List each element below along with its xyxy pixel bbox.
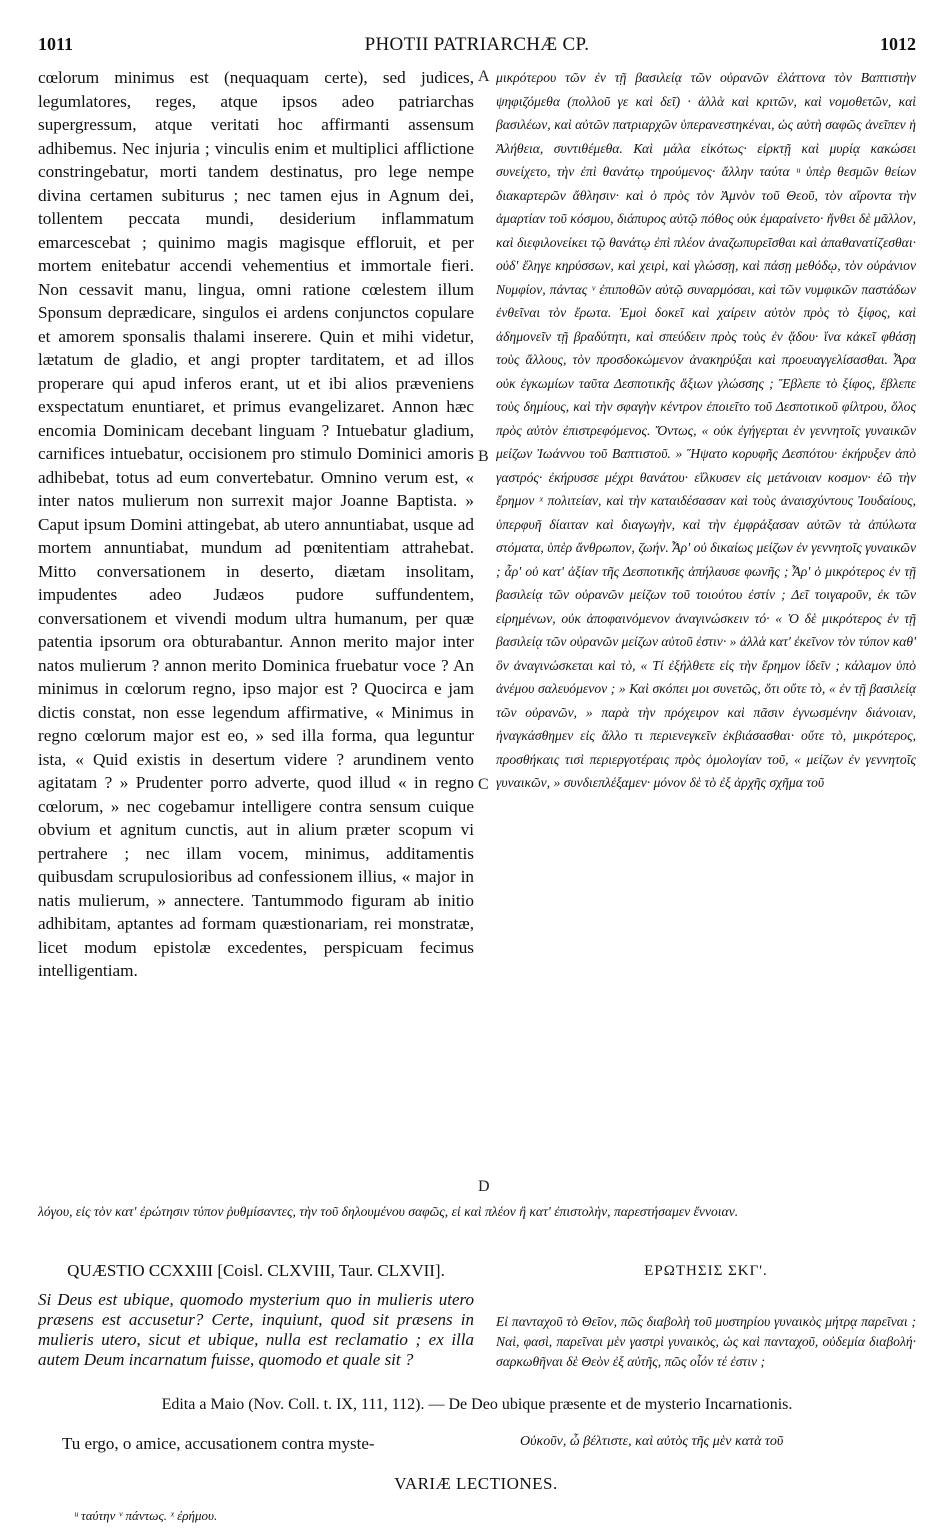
greek-column	[496, 66, 916, 795]
page-number-right: 1012	[880, 34, 916, 54]
running-title: PHOTII PATRIARCHÆ CP.	[364, 34, 590, 55]
question-greek	[496, 1260, 916, 1372]
greek-spill-line	[38, 1200, 916, 1224]
variae-lectiones-heading: VARIÆ LECTIONES.	[394, 1474, 558, 1493]
margin-letter-c: C	[478, 776, 489, 793]
greek-text: μικρότερου τῶν ἐν τῇ βασιλείᾳ τῶν οὐρανῶν ἐλάττονα τὸν Βαπτιστὴν ψηφιζόμεθα (πολλοῦ γε καὶ δεῖ) · ἀλλὰ καὶ κριτῶν, καὶ νομοθετῶν, καὶ βασιλέων, καὶ αὐτῶν πατριαρχῶν ὑπερανεστηκέναι, ὡς αὐτὴ σαφῶς ἀνεῖπεν ἡ Ἀλήθεια, συντιθέμεθα. Καὶ μάλα εἰκότως· εἱρκτῇ καὶ μυρίᾳ κακώσει συνείχετο, τὴν ἐπὶ θανάτῳ τηρούμενος· ἄλλην ταύτα ᵘ ὑπὲρ θεσμῶν θείων διακαρτερῶν ἄθλησιν· καὶ ὁ πρὸς τὸν Ἀμνὸν τοῦ Θεοῦ, τὸν αἴροντα τὴν ἁμαρτίαν τοῦ κόσμου, διάπυρος αὐτῷ πόθος οὐκ ἐμαραίνετο· ἤνθει δὲ μᾶλλον, καὶ διεφιλονείκει τῷ θανάτῳ ἐπὶ πλέον ἀναζωπυρεῖσθαι καὶ ἀπαθανατίζεσθαι· οὐδ' ἔληγε κηρύσσων, καὶ χειρὶ, καὶ γλώσσῃ, καὶ πάσῃ μεθόδῳ, τὸν οὐράνιον Νυμφίον, πάντας ᵛ ἐπιποθῶν αὐτῷ συναρμόσαι, καὶ τῶν νυμφικῶν παστάδων ἐνθεῖναι τὸν ἔρωτα. Ἐμοὶ δοκεῖ καὶ χαίρειν αὐτὸν πρὸς τὸ ξίφος, καὶ ἀδημονεῖν τῇ βραδύτητι, καὶ σπεύδειν πρὸς τοὺς ἐν ᾅδου· ἵνα κἀκεῖ φθάσῃ τοὺς ἄλλους, τὸν προσδοκώμενον ἀνακηρύξαι καὶ προευαγγελίσασθαι. Ἆρα οὐκ ἐγκωμίων ταῦτα Δεσποτικῆς ἄξιων γλώσσης ; Ἔβλεπε τὸ ξίφος, ἔβλεπε τοὺς δημίους, καὶ τὴν σφαγὴν κέντρον ἐποιεῖτο τοῦ Δεσποτικοῦ φίλτρου, ὅλος πρὸς αὐτὸν ἐπιστρεφόμενος. Ὄντως, « οὐκ ἐγήγερται ἐν γεννητοῖς γυναικῶν μείζων Ἰωάννου τοῦ Βαπτιστοῦ. » Ἥψατο κορυφῆς Δεσπότου· ἐκήρυξεν ἀπὸ γαστρός· ἐκήρυσσε μέχρι θανάτου· εἵλκυσεν εἰς μετάνοιαν κοσμον· ἐῶ τὴν ἔρημον ˣ πολιτείαν, καὶ τὴν καταιδέσασαν καὶ τοὺς ἀναισχύντους Ἰουδαίους, ὑπερφυῆ δίαιταν καὶ διαγωγὴν, καὶ τὴν ἐμφράξασαν αὐτῶν τὰ ἀπύλωτα στόματα, ὑπὲρ ἄνθρωπον, ζωήν. Ἆρ' οὐ δικαίως μείζων ἐν γεννητοῖς γυναικῶν ; ἆρ' οὐ κατ' ἀξίαν τῆς Δεσποτικῆς ἀπήλαυσε φωνῆς ; Ἆρ' ὁ μικρότερος ἐν τῇ βασιλείᾳ τῶν οὐρανῶν μείζων τοῦ τοιούτου ἐστίν ; Δεῖ τοιγαροῦν, ἐκ τῶν εἰρημένων, οὐκ ἀποφαινόμενον ἀναγινώσκειν τό· « Ὁ δὲ μικρότερος ἐν τῇ βασιλείᾳ τῶν οὐρανῶν μείζων αὐτοῦ ἐστιν· » ἀλλὰ κατ' ἐκεῖνον τὸν τύπον καθ' ὃν ἀναγινώσκεται καὶ τὸ, « Τί ἐξήλθετε εἰς τὴν ἔρημον ἰδεῖν ; κάλαμον ὑπὸ ἀνέμου σαλευόμενον ; » Καὶ σκόπει μοι συνετῶς, ὅτι οὔτε τὸ, « ἐν τῇ βασιλείᾳ τῶν οὐρανῶν, » παρὰ τὴν πρόχειρον καὶ πᾶσιν ἐγνωσμένην διάνοιαν, ἠναγκάσθημεν εἰς ἄλλο τι περιενεγκεῖν ἐκβιάσασθαι· οὔτε τὸ, μικρότερος, προσθήκαις τισὶ περιεργοτέραις πρὸς ὁμολογίαν τοῦ, « μείζων ἐν γεννητοῖς γυναικῶν, » συνδιεπλέξαμεν· μόνον δὲ τὸ ἐξ ἀρχῆς σχῆμα τοῦ	[496, 70, 916, 790]
question-latin-title: QUÆSTIO CCXXIII [Coisl. CLXVIII, Taur. CLXVII].	[67, 1261, 445, 1280]
page-header	[38, 34, 916, 60]
greek-continuation: Οὐκοῦν, ὦ βέλτιστε, καὶ αὐτὸς τῆς μὲν κατὰ τοῦ	[520, 1434, 784, 1449]
question-greek-summary: Εἰ πανταχοῦ τὸ Θεῖον, πῶς διαβολὴ τοῦ μυστηρίου γυναικὸς μήτρᾳ παρεῖναι ; Ναὶ, φασὶ, παρεῖναι μὲν γαστρὶ γυναικὸς, ὡς καὶ πανταχοῦ, οὐδεμία διαβολή· σαρκωθῆναι δὲ Θεὸν ἐξ αὐτῆς, πῶς οἷόν τέ ἐστιν ;	[496, 1314, 916, 1369]
margin-letter-a: A	[478, 68, 490, 85]
latin-column	[38, 66, 474, 983]
latin-text: cœlorum minimus est (nequaquam certe), sed judices, legumlatores, reges, atque ipsos adeo patriarchas supergressum, atque veritati hoc affirmanti assensum adhibemus. Nec injuria ; vinculis enim et multiplici afflictione constringebatur, morti tandem destinatus, pro lege nempe divina certamen subiturus ; nec tamen ejus in Agnum dei, tollentem peccata mundi, desiderium inflammatum emarcescebat ; quinimo magis magisque effloruit, et per mortem enitebatur accendi vehementius et immortale fieri. Non cessavit manu, lingua, omni ratione cœlestem illum Sponsum deprædicare, singulos ei ardens conjunctos copulare et amorem sponsalis thalami inserere. Quin et mihi videtur, lætatum de gladio, et angi propter tarditatem, et ad illos properare qui apud inferos erant, ut et ibi alios præveniens exspectatum enuntiaret, et primus evangelizaret. Annon hæc encomia Dominicam decebant linguam ? Intuebatur gladium, carnifices intuebatur, occisionem pro stimulo Dominici amoris adhibebat, totus ad eum convertebatur. Omnino verum est, « inter natos mulierum non surrexit major Joanne Baptista. » Caput ipsum Domini attingebat, ab utero annuntiabat, usque ad mortem annuntiabat, mundum ad pœnitentiam attrahebat. Mitto conversationem in deserto, diætam insolitam, impudentes adeo Judæos pudore suffundentem, conversationem et vivendi modum ultra humanum, per quæ patentia ipsorum ora obturabantur. Annon merito major inter natos mulierum ? annon merito Dominica fruebatur voce ? An minimus in cœlorum regno, ipso major est ? Quocirca e jam dictis constat, non esse legendum affirmative, « Minimus in regno cœlorum major est eo, » sed illa forma, qua leguntur ista, « Quid existis in desertum videre ? arundinem vento agitatam ? » Prudenter porro adverte, quod illud « in regno cœlorum, » nec cogebamur intelligere contra sensum cuique obvium et agnitum cunctis, aut in alium præter scopum vi pertrahere ; nec illam vocem, minimus, additamentis quibusdam scrupulosioribus ad confessionem illius, « major in natis mulierum, » annectere. Tantummodo figuram ab initio adhibitam, aptantes ad formam quæstionariam, rei monstratæ, licet modum epistolæ excedentes, perspicuam fecimus intelligentiam.	[38, 68, 474, 980]
latin-continuation: Tu ergo, o amice, accusationem contra myste-	[62, 1434, 375, 1453]
greek-spill-text: λόγου, εἰς τὸν κατ' ἐρώτησιν τύπον ῥυθμίσαντες, τὴν τοῦ δηλουμένου σαφῶς, εἰ καὶ πλέον ἢ κατ' ἐπιστολὴν, παρεστήσαμεν ἔννοιαν.	[38, 1204, 739, 1219]
question-latin	[38, 1260, 474, 1370]
page-number-left: 1011	[38, 34, 74, 54]
variant-readings: ᵘ ταύτην ᵛ πάντως. ˣ ἐρήμου.	[74, 1508, 218, 1523]
question-greek-title: ΕΡΩΤΗΣΙΣ ΣΚΓ'.	[644, 1263, 768, 1279]
question-latin-summary: Si Deus est ubique, quomodo mysterium quo in mulieris utero præsens est accusetur? Certe, inquiunt, quod sit præsens in mulieris utero, sicut et ubique, nulla est reclamatio ; ex illa autem Deum incarnatum fuisse, quomodo et quale sit ?	[38, 1290, 474, 1369]
edition-note: Edita a Maio (Nov. Coll. t. IX, 111, 112). — De Deo ubique præsente et de mysterio Incarnationis.	[161, 1396, 793, 1413]
margin-letter-b: B	[478, 448, 489, 465]
margin-letter-d: D	[478, 1178, 490, 1195]
